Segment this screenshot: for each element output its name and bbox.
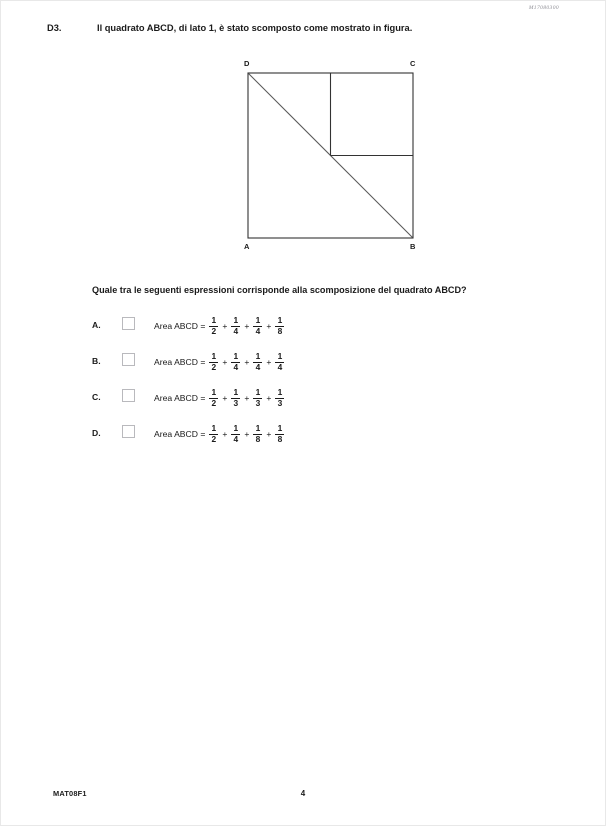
plus-operator: + — [244, 357, 250, 367]
fraction-denominator: 2 — [211, 398, 217, 408]
option-expression-lead: Area ABCD = — [154, 357, 206, 367]
fraction-denominator: 3 — [233, 398, 239, 408]
fraction — [231, 352, 240, 372]
outer-square — [248, 73, 413, 238]
fraction-numerator: 1 — [233, 351, 239, 361]
answer-option-row[interactable] — [1, 347, 606, 383]
option-letter: D. — [92, 428, 101, 438]
fraction-numerator: 1 — [277, 351, 283, 361]
fraction-numerator: 1 — [233, 315, 239, 325]
fraction — [253, 388, 262, 408]
fraction — [209, 352, 218, 372]
fraction-denominator: 3 — [277, 398, 283, 408]
figure-square-abcd — [1, 1, 606, 271]
document-header-code: M17080300 — [528, 5, 559, 11]
plus-operator: + — [244, 429, 250, 439]
vertex-label-c: C — [410, 59, 416, 68]
option-letter: B. — [92, 356, 101, 366]
option-expression-lead: Area ABCD = — [154, 321, 206, 331]
fraction-denominator: 8 — [277, 434, 283, 444]
option-expression — [154, 351, 285, 373]
fraction-numerator: 1 — [277, 387, 283, 397]
fraction — [253, 352, 262, 372]
fraction-numerator: 1 — [277, 315, 283, 325]
plus-operator: + — [266, 357, 272, 367]
option-expression — [154, 387, 285, 409]
fraction — [275, 316, 284, 336]
fraction-numerator: 1 — [211, 315, 217, 325]
fraction — [253, 424, 262, 444]
fraction-denominator: 4 — [255, 326, 261, 336]
option-letter: C. — [92, 392, 101, 402]
fraction-numerator: 1 — [255, 315, 261, 325]
option-checkbox[interactable] — [122, 317, 135, 330]
fraction-numerator: 1 — [255, 423, 261, 433]
fraction — [209, 316, 218, 336]
option-checkbox[interactable] — [122, 425, 135, 438]
fraction-denominator: 4 — [233, 362, 239, 372]
answer-options-list — [1, 311, 606, 455]
fraction — [231, 388, 240, 408]
fraction-numerator: 1 — [255, 351, 261, 361]
plus-operator: + — [266, 393, 272, 403]
fraction-numerator: 1 — [211, 387, 217, 397]
fraction-denominator: 2 — [211, 434, 217, 444]
vertex-label-d: D — [244, 59, 250, 68]
fraction-numerator: 1 — [255, 387, 261, 397]
option-checkbox[interactable] — [122, 389, 135, 402]
fraction-numerator: 1 — [211, 351, 217, 361]
footer-document-code: MAT08F1 — [53, 789, 87, 798]
plus-operator: + — [244, 321, 250, 331]
vertex-label-b: B — [410, 242, 416, 251]
fraction — [231, 316, 240, 336]
option-expression — [154, 423, 285, 445]
fraction-denominator: 2 — [211, 362, 217, 372]
plus-operator: + — [222, 321, 228, 331]
fraction-numerator: 1 — [277, 423, 283, 433]
fraction — [275, 352, 284, 372]
fraction — [231, 424, 240, 444]
fraction-denominator: 8 — [255, 434, 261, 444]
option-checkbox[interactable] — [122, 353, 135, 366]
option-expression — [154, 315, 285, 337]
fraction-denominator: 8 — [277, 326, 283, 336]
plus-operator: + — [222, 429, 228, 439]
plus-operator: + — [222, 393, 228, 403]
diagonal-db — [249, 74, 413, 238]
answer-option-row[interactable] — [1, 383, 606, 419]
vertex-label-a: A — [244, 242, 250, 251]
fraction — [253, 316, 262, 336]
fraction-numerator: 1 — [233, 387, 239, 397]
fraction-numerator: 1 — [211, 423, 217, 433]
square-diagram-svg — [1, 1, 606, 271]
option-letter: A. — [92, 320, 101, 330]
question-stem — [47, 22, 567, 35]
plus-operator: + — [244, 393, 250, 403]
fraction-denominator: 4 — [277, 362, 283, 372]
plus-operator: + — [266, 429, 272, 439]
option-expression-lead: Area ABCD = — [154, 393, 206, 403]
answer-option-row[interactable] — [1, 311, 606, 347]
answer-option-row[interactable] — [1, 419, 606, 455]
question-stem-text: Il quadrato ABCD, di lato 1, è stato scomposto come mostrato in figura. — [97, 23, 413, 33]
option-expression-lead: Area ABCD = — [154, 429, 206, 439]
plus-operator: + — [266, 321, 272, 331]
fraction — [275, 388, 284, 408]
fraction-denominator: 4 — [255, 362, 261, 372]
fraction — [275, 424, 284, 444]
plus-operator: + — [222, 357, 228, 367]
fraction-denominator: 3 — [255, 398, 261, 408]
fraction — [209, 388, 218, 408]
question-prompt: Quale tra le seguenti espressioni corrisponde alla scomposizione del quadrato ABCD? — [92, 285, 467, 295]
footer-page-number: 4 — [300, 789, 306, 798]
fraction-denominator: 2 — [211, 326, 217, 336]
fraction-denominator: 4 — [233, 434, 239, 444]
fraction — [209, 424, 218, 444]
fraction-numerator: 1 — [233, 423, 239, 433]
fraction-denominator: 4 — [233, 326, 239, 336]
question-number: D3. — [47, 23, 62, 33]
